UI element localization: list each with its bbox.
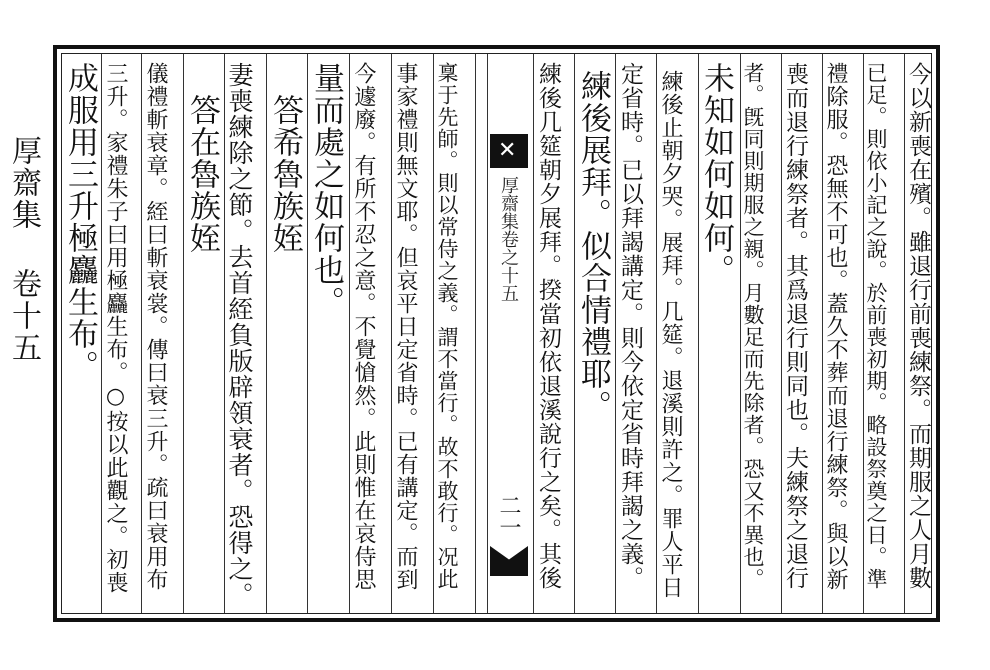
text-column: 練後几筵朝夕展拜。揆當初依退溪說行之矣。其後 [535, 62, 561, 590]
text-column: 妻喪練除之節。去首絰負版辟領衰者。恐得之。 [225, 62, 254, 608]
center-fishtail-column [487, 134, 533, 614]
fishtail-ornament-icon [490, 134, 528, 168]
text-column: 未知如何如何。 [698, 62, 734, 286]
text-column: 稟于先師。則以常侍之義。謂不當行。故不敢行。况此 [435, 62, 459, 590]
column-rule [141, 54, 142, 613]
text-column: 練後展拜。似合情禮耶。 [575, 70, 611, 422]
center-page-number: 二一 [496, 494, 521, 538]
section-heading: 答希魯族姪 [267, 94, 303, 254]
text-column: 成服用三升極麤生布。 [62, 62, 98, 382]
text-column: 喪而退行練祭者。其爲退行則同也。夫練祭之退行 [782, 62, 808, 590]
section-heading: 答在魯族姪 [184, 94, 220, 254]
inner-frame [61, 53, 932, 614]
column-rule [615, 54, 616, 613]
text-column: 今遽廢。有所不忍之意。不覺愴然。此則惟在哀侍思 [351, 62, 376, 591]
column-rule [101, 54, 102, 613]
column-rule [656, 54, 657, 613]
column-rule [475, 54, 476, 613]
text-column: 今以新喪在殯。雖退行前喪練祭。而期服之人月數 [905, 62, 931, 590]
text-column: 儀禮斬衰章。絰曰斬衰裳。傳曰衰三升。疏曰衰用布 [143, 62, 168, 591]
text-column: 量而處之如何也。 [308, 62, 344, 318]
text-column: 者。旣同則期服之親。月數足而先除者。恐又不異也。 [741, 62, 765, 590]
column-rule [391, 54, 392, 613]
text-column: 三升。家禮朱子曰用極麤生布。○按以此觀之。初喪 [103, 62, 128, 594]
text-column: 已足。則依小記之說。於前喪初期。略設祭奠之日。準 [864, 62, 888, 590]
text-column: 禮除服。恐無不可也。蓋久不葬而退行練祭。與以新 [823, 62, 848, 591]
margin-book-title: 厚齋集 卷十五 [6, 135, 41, 364]
page-frame [53, 45, 940, 622]
text-column: 練後止朝夕哭。展拜。几筵。退溪則許之。罪人平日 [658, 70, 683, 599]
text-column: 定省時。已以拜謁講定。則今依定省時拜謁之義。 [617, 62, 643, 590]
fishtail-bottom-icon [490, 546, 528, 576]
column-rule [433, 54, 434, 613]
text-column: 事家禮則無文耶。但哀平日定省時。已有講定。而到 [393, 62, 418, 591]
center-book-title: 厚齋集卷之十五 [498, 176, 519, 302]
column-rule [349, 54, 350, 613]
center-rule-right [533, 54, 534, 613]
